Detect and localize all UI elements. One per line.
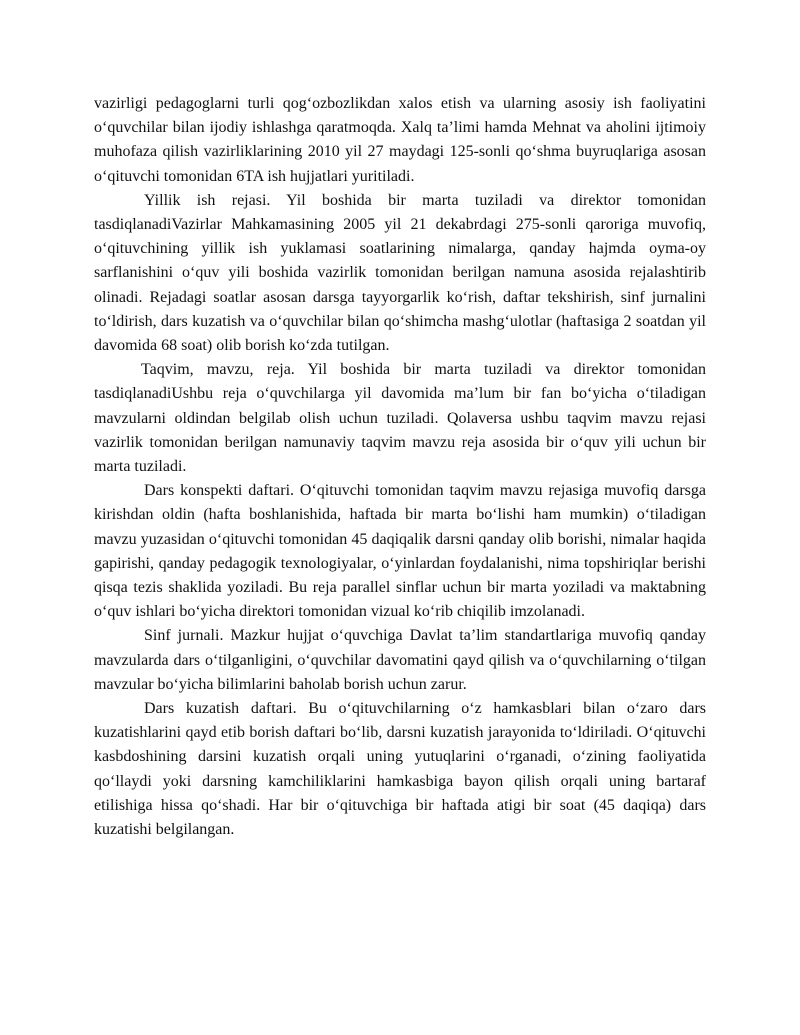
paragraph-dars-konspekti: Dars konspekti daftari. Oʻqituvchi tomonidan taqvim mavzu rejasiga muvofiq darsga kirishdan oldin (hafta boshlanishida, haftada bir marta boʻlishi ham mumkin) oʻtiladigan mavzu yuzasidan oʻqituvchi tomonidan 45 daqiqalik darsni qanday olib borishi, nimalar haqida gapirishi, qanday pedagogik texnologiyalar, oʻyinlardan foydalanishi, nima topshiriqlar berishi qisqa tezis shaklida yoziladi. Bu reja parallel sinflar uchun bir marta yoziladi va maktabning oʻquv ishlari boʻyicha direktori tomonidan vizual koʻrib chiqilib imzolanadi. (94, 482, 706, 621)
document-page (94, 92, 706, 842)
paragraph-taqvim-mavzu-reja: Taqvim, mavzu, reja. Yil boshida bir marta tuziladi va direktor tomonidan tasdiqlanadiUshbu reja oʻquvchilarga yil davomida maʼlum bir fan boʻyicha oʻtiladigan mavzularni oldindan belgilab olish uchun tuziladi. Qolaversa ushbu taqvim mavzu rejasi vazirlik tomonidan berilgan namunaviy taqvim mavzu reja asosida bir oʻquv yili uchun bir marta tuziladi. (94, 361, 706, 476)
paragraph-intro: vazirligi pedagoglarni turli qogʻozbozlikdan xalos etish va ularning asosiy ish faoliyatini oʻquvchilar bilan ijodiy ishlashga qaratmoqda. Xalq taʼlimi hamda Mehnat va aholini ijtimoiy muhofaza qilish vazirliklarining 2010 yil 27 maydagi 125-sonli qoʻshma buyruqlariga asosan oʻqituvchi tomonidan 6TA ish hujjatlari yuritiladi. (94, 95, 706, 185)
paragraph-yillik-ish-rejasi: Yillik ish rejasi. Yil boshida bir marta tuziladi va direktor tomonidan tasdiqlanadiVazirlar Mahkamasining 2005 yil 21 dekabrdagi 275-sonli qaroriga muvofiq, oʻqituvchining yillik ish yuklamasi soatlarining nimalarga, qanday hajmda oyma-oy sarflanishini oʻquv yili boshida vazirlik tomonidan berilgan namuna asosida rejalashtirib olinadi. Rejadagi soatlar asosan darsga tayyorgarlik koʻrish, daftar tekshirish, sinf jurnalini toʻldirish, dars kuzatish va oʻquvchilar bilan qoʻshimcha mashgʻulotlar (haftasiga 2 soatdan yil davomida 68 soat) olib borish koʻzda tutilgan. (94, 191, 706, 355)
paragraph-sinf-jurnali: Sinf jurnali. Mazkur hujjat oʻquvchiga Davlat taʼlim standartlariga muvofiq qanday mavzularda dars oʻtilganligini, oʻquvchilar davomatini qayd qilish va oʻquvchilarning oʻtilgan mavzular boʻyicha bilimlarini baholab borish uchun zarur. (94, 627, 706, 693)
paragraph-dars-kuzatish: Dars kuzatish daftari. Bu oʻqituvchilarning oʻz hamkasblari bilan oʻzaro dars kuzatishlarini qayd etib borish daftari boʻlib, darsni kuzatish jarayonida toʻldiriladi. Oʻqituvchi kasbdoshining darsini kuzatish orqali uning yutuqlarini oʻrganadi, oʻzining faoliyatida qoʻllaydi yoki darsning kamchiliklarini hamkasbiga bayon qilish orqali uning bartaraf etilishiga hissa qoʻshadi. Har bir oʻqituvchiga bir haftada atigi bir soat (45 daqiqa) dars kuzatishi belgilangan. (94, 700, 706, 839)
